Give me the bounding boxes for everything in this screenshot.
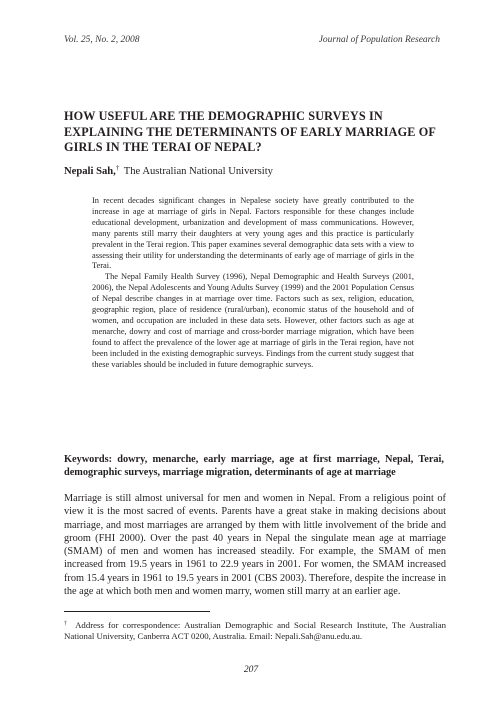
abstract-paragraph-1: In recent decades significant changes in Nepalese society have greatly contributed to the increase in age at marriage of girls in Nepal. Factors responsible for these changes include educational development, urbanization and development of mass communications. However, many parents still marry their daughters at very young ages and this practice is particularly prevalent in the Terai region. This paper examines several demographic data sets with a view to assessing their utility for understanding the determinants of early age of marriage of girls in the Terai. [92,196,414,271]
author-name: Nepali Sah, [64,166,116,177]
running-header-journal: Journal of Population Research [318,35,440,45]
author-line [64,164,273,177]
footnote [64,619,446,642]
footnote-mark: † [64,621,70,627]
article-title: HOW USEFUL ARE THE DEMOGRAPHIC SURVEYS IN EXPLAINING THE DETERMINANTS OF EARLY MARRIAGE OF GIRLS IN THE TERAI OF NEPAL? [64,109,436,154]
abstract-paragraph-2: The Nepal Family Health Survey (1996), Nepal Demographic and Health Surveys (2001, 2006), the Nepal Adolescents and Young Adults Survey (1999) and the 2001 Population Census of Nepal describe changes in at marriage over time. Factors such as sex, religion, education, geographic region, place of residence (rural/urban), economic status of the household and of women, and occupation are included in these data sets. However, other factors such as age at menarche, dowry and cost of marriage and cross-border marriage migration, which have been found to affect the prevalence of the lower age at marriage of girls in the Terai region, have not been included in the existing demographic surveys. Findings from the current study suggest that these variables should be included in future demographic surveys. [92,272,414,369]
page-number: 207 [243,665,259,675]
keywords: Keywords: dowry, menarche, early marriage, age at first marriage, Nepal, Terai, demographic surveys, marriage migration, determinants of age at marriage [64,454,444,479]
running-header-volume: Vol. 25, No. 2, 2008 [64,35,140,45]
footnote-rule [64,611,210,612]
author-footnote-mark: † [115,164,120,172]
body-paragraph: Marriage is still almost universal for men and women in Nepal. From a religious point of view it is the most sacred of events. Parents have a great stake in making decisions about marriage, and most marriages are arranged by them with little involvement of the bride and groom (FHI 2000). Over the past 40 years in Nepal the singulate mean age at marriage (SMAM) of men and women has increased steadily. For example, the SMAM of men increased from 19.5 years in 1961 to 22.9 years in 2001. For women, the SMAM increased from 15.4 years in 1961 to 19.5 years in 2001 (CBS 2003). Therefore, despite the increase in the age at which both men and women marry, women still marry at an earlier age. [64,493,446,598]
abstract [92,196,414,371]
author-affiliation: The Australian National University [123,166,273,177]
footnote-text: Address for correspondence: Australian Demographic and Social Research Institute, The Australian National University, Canberra ACT 0200, Australia. Email: Nepali.Sah@anu.edu.au. [64,620,447,641]
